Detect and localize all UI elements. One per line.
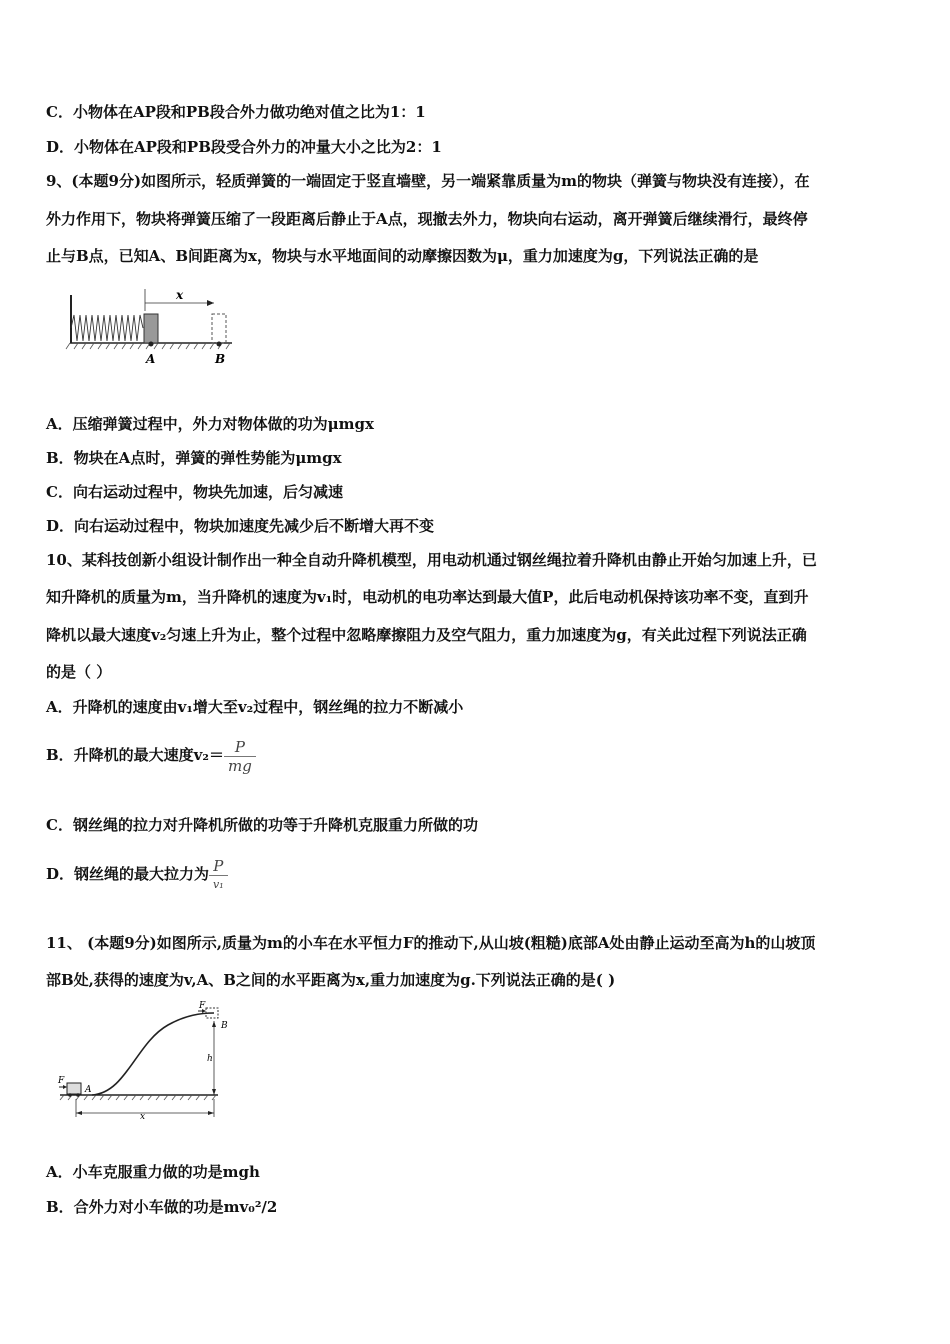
q10-option-c: C．钢丝绳的拉力对升降机所做的功等于升降机克服重力所做的功 [46, 816, 478, 834]
q11-option-b: B．合外力对小车做的功是mv₀²/2 [46, 1198, 278, 1216]
q8-option-c: C．小物体在AP段和PB段合外力做功绝对值之比为1：1 [46, 103, 426, 121]
q10-stem-line1: 10、某科技创新小组设计制作出一种全自动升降机模型，用电动机通过钢丝绳拉着升降机由静止开始匀加速上升，已 [46, 551, 817, 569]
q11-hill-figure [56, 1003, 226, 1123]
q11-stem-line2: 部B处,获得的速度为v,A、B之间的水平距离为x,重力加速度为g.下列说法正确的是( ) [46, 971, 616, 989]
q11-stem-line1: 11、 (本题9分)如图所示,质量为m的小车在水平恒力F的推动下,从山坡(粗糙)底部A处由静止运动至高为h的山坡顶 [46, 934, 816, 952]
q11-fig-label-a: A [85, 1085, 92, 1095]
q10-option-b-numerator: P [234, 737, 245, 756]
q9-fig-label-a: A [146, 352, 156, 366]
q10-option-b-fraction [224, 738, 256, 775]
q10-option-b-denominator: mg [224, 756, 256, 775]
q10-option-d [46, 854, 228, 894]
q9-option-a: A．压缩弹簧过程中，外力对物体做的功为μmgx [46, 415, 374, 433]
q11-fig-label-h: h [207, 1054, 213, 1064]
q10-option-d-fraction [209, 857, 228, 894]
q9-spring-figure [64, 283, 234, 373]
q10-option-b-text: B．升降机的最大速度v₂＝ [46, 746, 224, 764]
q10-stem-line3: 降机以最大速度v₂匀速上升为止，整个过程中忽略摩擦阻力及空气阻力，重力加速度为g，有关此过程下列说法正确 [46, 626, 807, 644]
q10-stem-line4: 的是（ ） [46, 663, 112, 681]
q8-option-d: D．小物体在AP段和PB段受合外力的冲量大小之比为2：1 [46, 138, 442, 156]
q9-option-c: C．向右运动过程中，物块先加速，后匀减速 [46, 483, 343, 501]
q9-fig-label-x: x [176, 288, 184, 302]
q10-stem-line2: 知升降机的质量为m，当升降机的速度为v₁时，电动机的电功率达到最大值P，此后电动机保持该功率不变，直到升 [46, 588, 809, 606]
q11-fig-label-b: B [221, 1021, 228, 1031]
q9-option-d: D．向右运动过程中，物块加速度先减少后不断增大再不变 [46, 517, 435, 535]
q10-option-b [46, 735, 256, 775]
q11-option-a: A．小车克服重力做的功是mgh [46, 1163, 260, 1181]
q10-option-d-denominator: v₁ [209, 875, 228, 894]
q11-fig-label-f-bottom: F [58, 1076, 65, 1086]
q11-fig-label-x: x [140, 1112, 146, 1122]
q11-fig-label-f-top: F [199, 1001, 206, 1011]
q10-option-a: A．升降机的速度由v₁增大至v₂过程中，钢丝绳的拉力不断减小 [46, 698, 464, 716]
q9-stem-line3: 止与B点，已知A、B间距离为x，物块与水平地面间的动摩擦因数为μ，重力加速度为g，下列说法正确的是 [46, 247, 759, 265]
q10-option-d-numerator: P [213, 856, 224, 875]
q10-option-d-text: D．钢丝绳的最大拉力为 [46, 865, 210, 883]
q9-stem-line1: 9、(本题9分)如图所示，轻质弹簧的一端固定于竖直墙壁，另一端紧靠质量为m的物块（弹簧与物块没有连接），在 [46, 172, 810, 190]
q9-stem-line2: 外力作用下，物块将弹簧压缩了一段距离后静止于A点，现撤去外力，物块向右运动，离开弹簧后继续滑行，最终停 [46, 210, 808, 228]
q9-option-b: B．物块在A点时，弹簧的弹性势能为μmgx [46, 449, 342, 467]
q9-fig-label-b: B [215, 352, 226, 366]
